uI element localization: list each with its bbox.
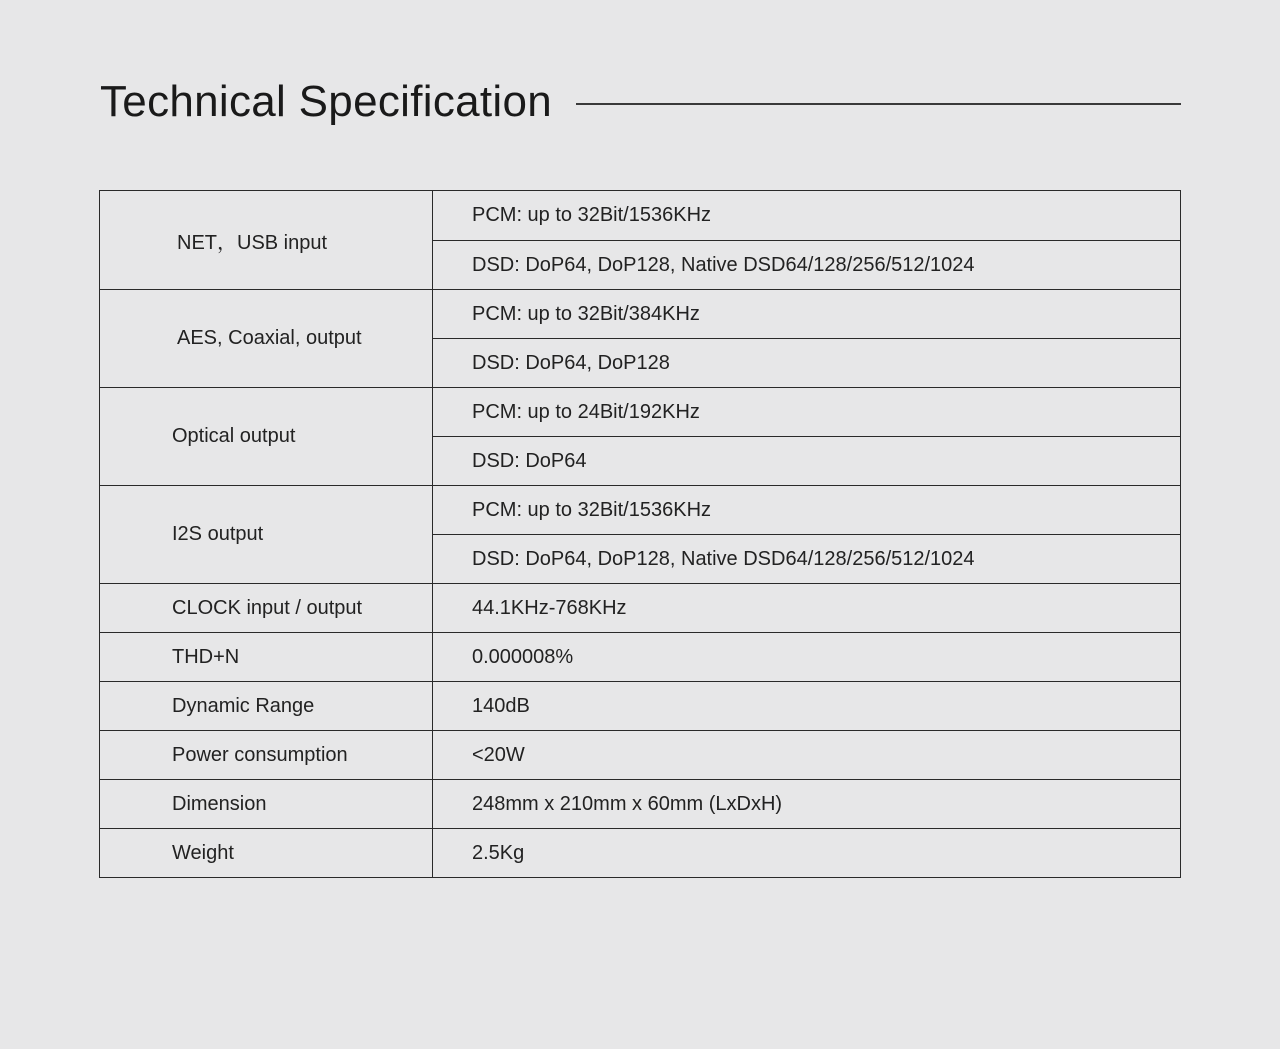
spec-value: 0.000008% <box>433 633 1181 682</box>
spec-param: Optical output <box>100 388 433 486</box>
spec-param: NET，USB input <box>100 191 433 290</box>
spec-param: THD+N <box>100 633 433 682</box>
spec-param: CLOCK input / output <box>100 584 433 633</box>
spec-row-dynamic-range <box>100 682 1181 731</box>
spec-value: 248mm x 210mm x 60mm (LxDxH) <box>433 780 1181 829</box>
spec-value: 44.1KHz-768KHz <box>433 584 1181 633</box>
spec-row-i2s-output <box>100 486 1181 535</box>
spec-row-optical-output <box>100 388 1181 437</box>
spec-value: 140dB <box>433 682 1181 731</box>
spec-row-power <box>100 731 1181 780</box>
spec-param: Weight <box>100 829 433 878</box>
spec-param: Dimension <box>100 780 433 829</box>
page-title: Technical Specification <box>100 77 553 126</box>
spec-row-weight <box>100 829 1181 878</box>
spec-param: Power consumption <box>100 731 433 780</box>
spec-value: PCM: up to 32Bit/384KHz <box>433 290 1181 339</box>
spec-param: Dynamic Range <box>100 682 433 731</box>
spec-table <box>99 190 1181 878</box>
spec-value: DSD: DoP64, DoP128, Native DSD64/128/256/512/1024 <box>433 535 1181 584</box>
spec-value: PCM: up to 24Bit/192KHz <box>433 388 1181 437</box>
spec-value: DSD: DoP64, DoP128, Native DSD64/128/256/512/1024 <box>433 241 1181 290</box>
spec-value: PCM: up to 32Bit/1536KHz <box>433 486 1181 535</box>
spec-row-dimension <box>100 780 1181 829</box>
spec-param: I2S output <box>100 486 433 584</box>
spec-row-net-usb-input <box>100 191 1181 241</box>
spec-value: DSD: DoP64, DoP128 <box>433 339 1181 388</box>
spec-row-clock <box>100 584 1181 633</box>
spec-row-thdn <box>100 633 1181 682</box>
spec-value: PCM: up to 32Bit/1536KHz <box>433 191 1181 241</box>
spec-value: 2.5Kg <box>433 829 1181 878</box>
spec-heading <box>100 74 1181 130</box>
spec-value: <20W <box>433 731 1181 780</box>
spec-row-aes-coaxial-output <box>100 290 1181 339</box>
title-divider <box>576 103 1181 105</box>
spec-value: DSD: DoP64 <box>433 437 1181 486</box>
spec-param: AES, Coaxial, output <box>100 290 433 388</box>
